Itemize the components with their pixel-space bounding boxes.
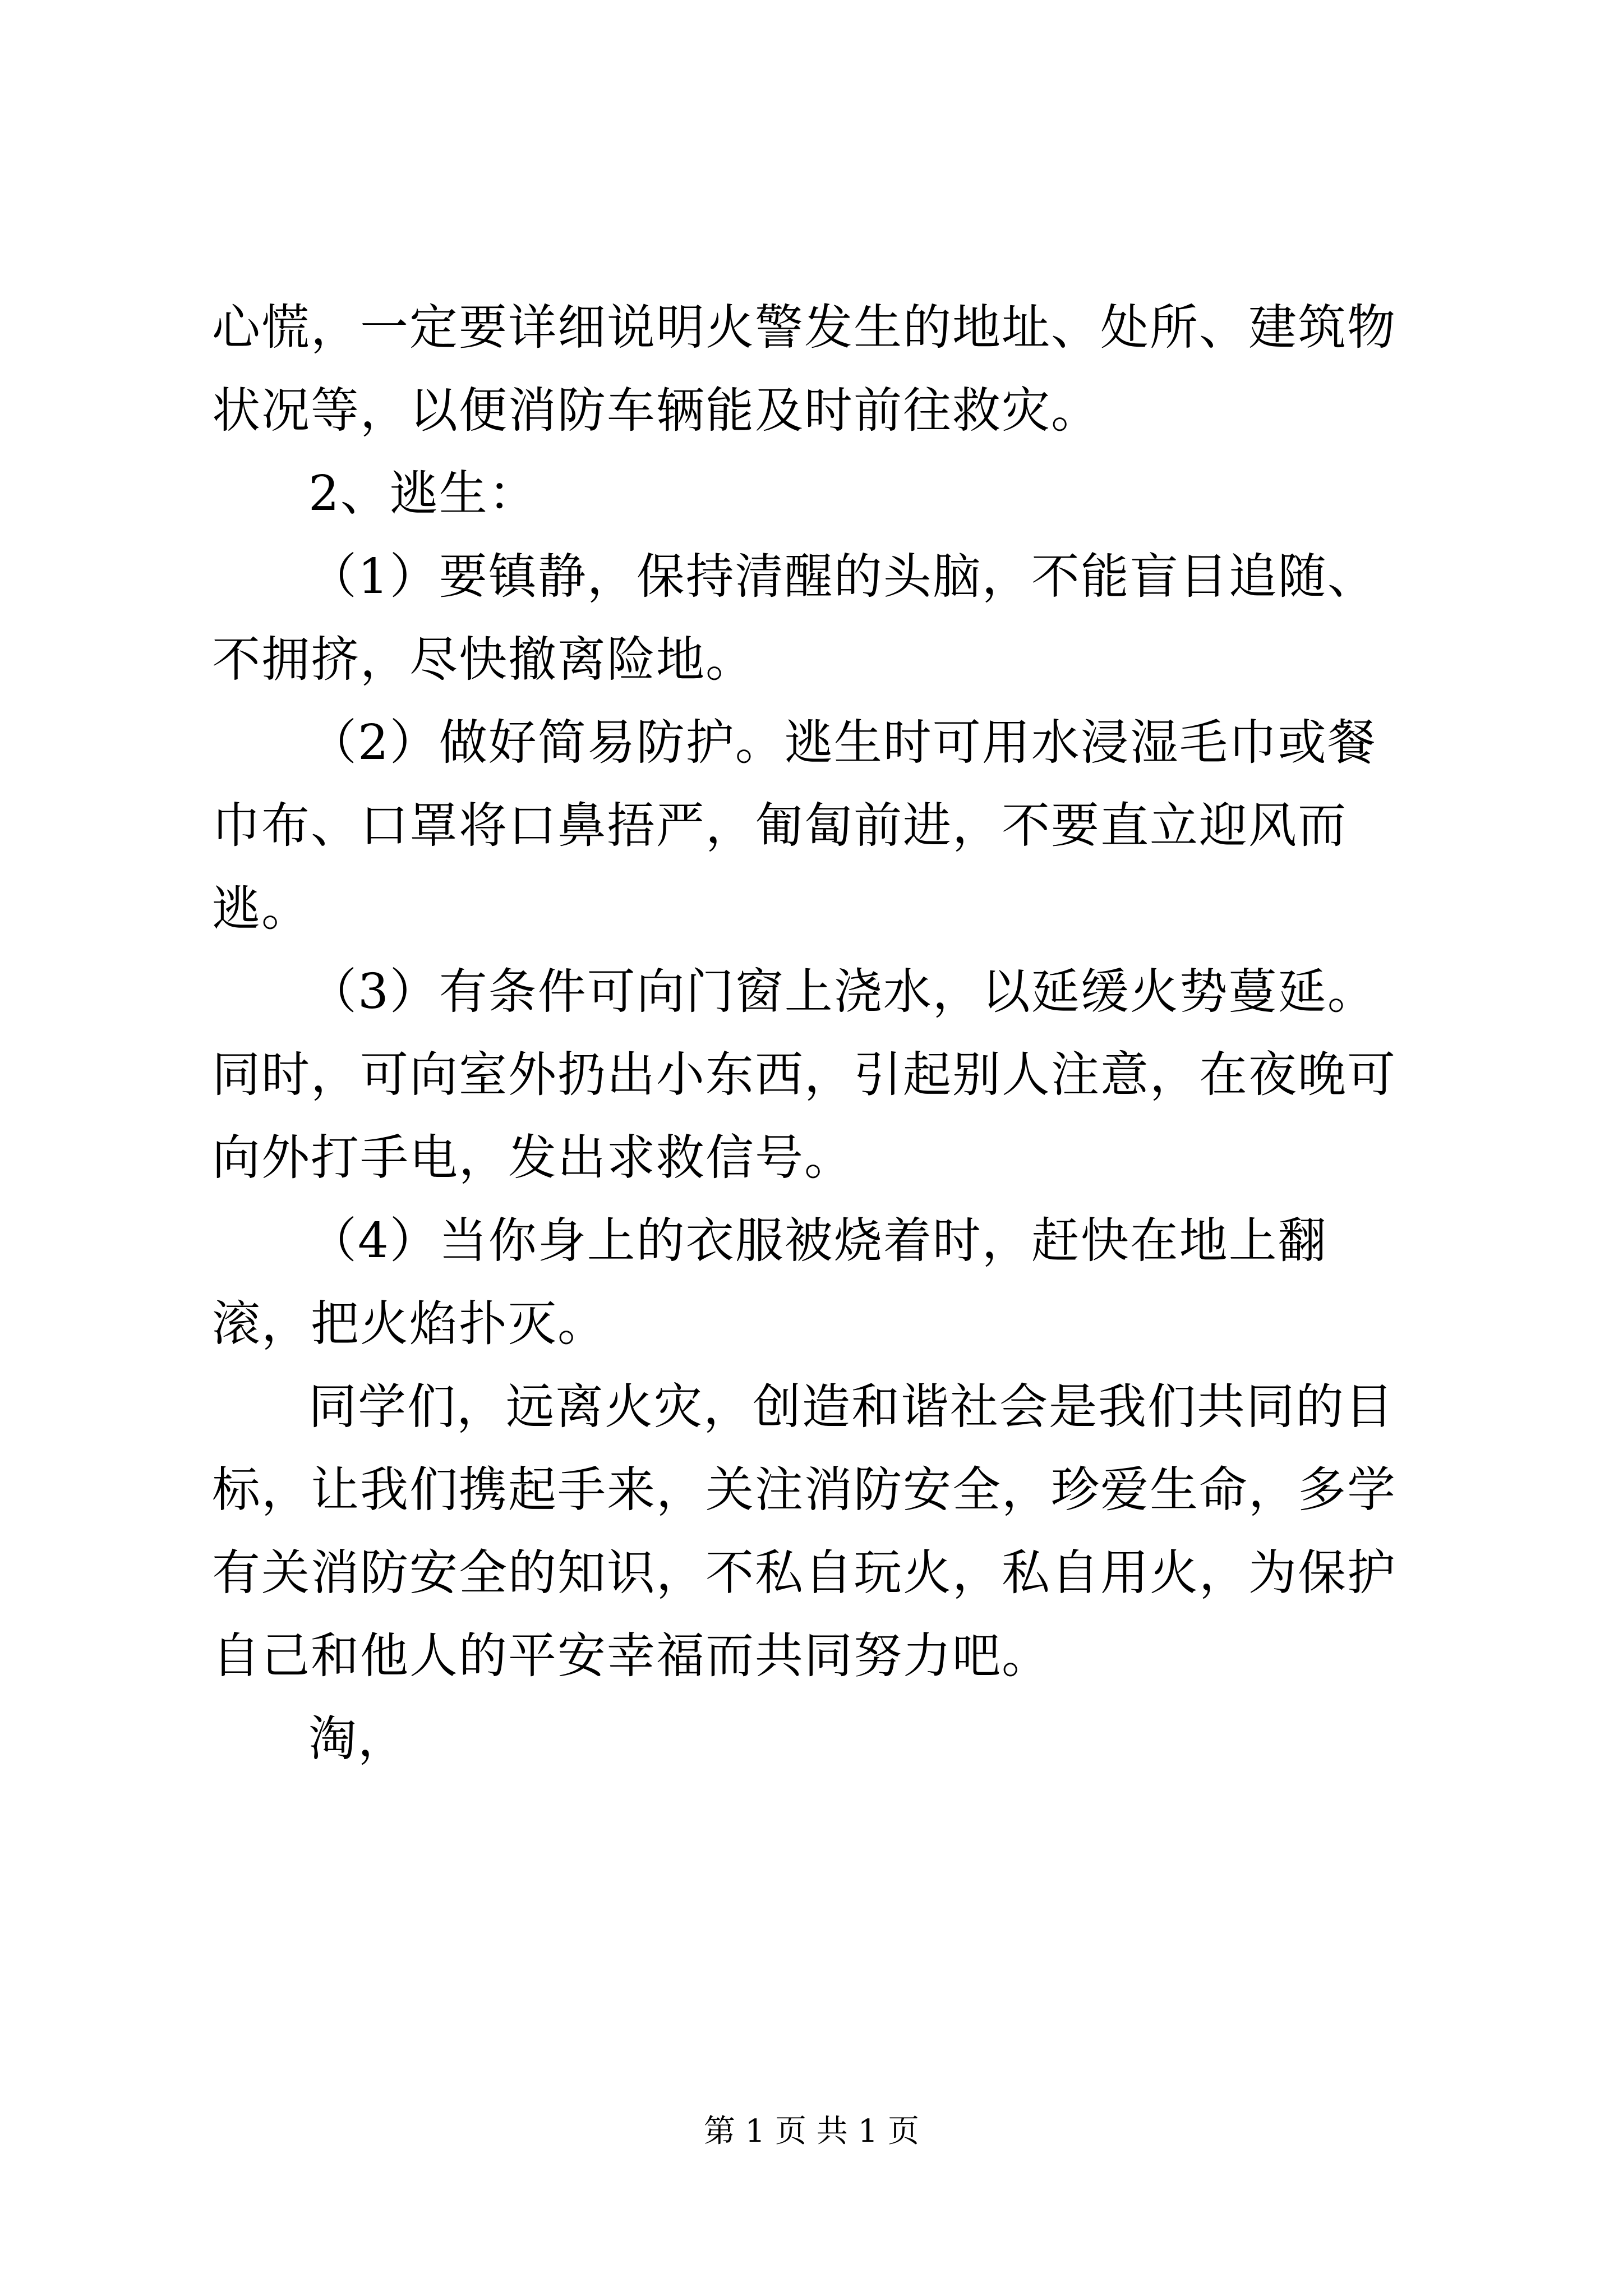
closing-paragraph: 同学们，远离火灾，创造和谐社会是我们共同的目标，让我们携起手来，关注消防安全，珍爱生命，多学有关消防安全的知识，不私自玩火，私自用火，为保护自己和他人的平安幸福而共同努力吧。 — [212, 1379, 1396, 1684]
document-body — [212, 286, 1423, 1780]
list-item-2: （2）做好简易防护。逃生时可用水浸湿毛巾或餐巾布、口罩将口鼻捂严，匍匐前进，不要直立迎风而逃。 — [212, 715, 1377, 937]
paragraph-continuation: 心慌，一定要详细说明火警发生的地址、处所、建筑物状况等，以便消防车辆能及时前往救灾。 — [212, 300, 1396, 439]
list-item-4: （4）当你身上的衣服被烧着时，赶快在地上翻滚，把火焰扑灭。 — [212, 1213, 1327, 1352]
section-heading-escape: 2、逃生： — [308, 466, 538, 522]
trailing-fragment: 淘， — [308, 1711, 407, 1767]
list-item-1: （1）要镇静，保持清醒的头脑，不能盲目追随、不拥挤，尽快撤离险地。 — [212, 549, 1377, 688]
list-item-3: （3）有条件可向门窗上浇水，以延缓火势蔓延。同时，可向室外扔出小东西，引起别人注意，在夜晚可向外打手电，发出求救信号。 — [212, 964, 1396, 1186]
page-number-footer: 第 1 页 共 1 页 — [703, 2113, 920, 2150]
